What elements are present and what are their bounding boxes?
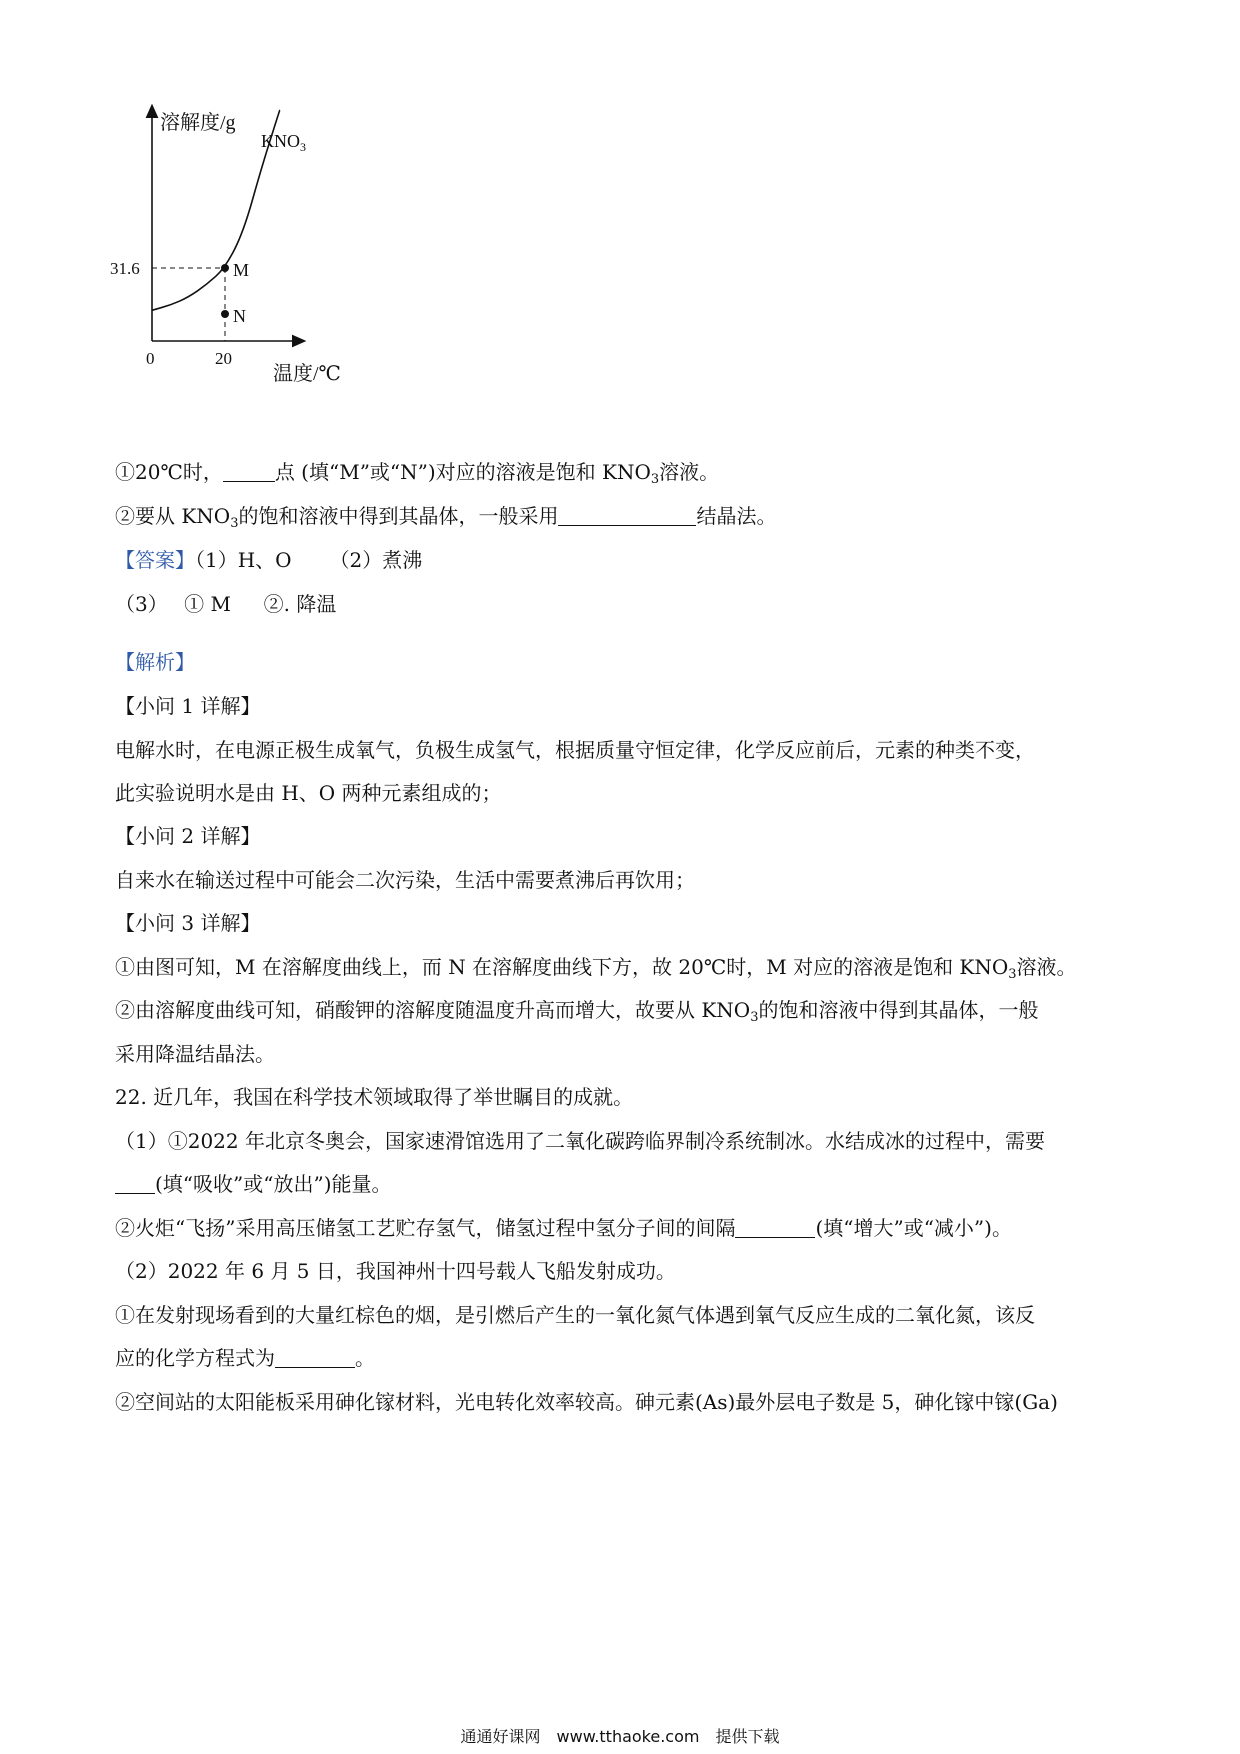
x-tick-0: 0 — [146, 349, 155, 368]
q3-l2-a: ②要从 KNO — [115, 504, 231, 528]
blank-4[interactable] — [735, 1217, 815, 1238]
page-footer: 通通好课网 www.tthaoke.com 提供下载 — [460, 1727, 780, 1746]
solubility-chart — [105, 100, 365, 430]
q22-p2-l3 — [115, 1344, 375, 1372]
analysis-tag: 【解析】 — [115, 650, 195, 674]
q22-p1-l2 — [115, 1170, 392, 1198]
analysis-s3-l1sub: 3 — [1008, 967, 1017, 982]
analysis-s1-l1: 电解水时，在电源正极生成氧气，负极生成氢气，根据质量守恒定律，化学反应前后，元素的种类不变， — [115, 738, 1035, 762]
answer-line-2 — [115, 590, 336, 618]
analysis-s1-head: 【小问 1 详解】 — [115, 694, 261, 718]
q22-p2-l1: （2）2022 年 6 月 5 日，我国神州十四号载人飞船发射成功。 — [115, 1259, 676, 1283]
point-m-label: M — [233, 260, 250, 280]
y-tick-31-6: 31.6 — [110, 259, 140, 278]
q22-stem: 22. 近几年，我国在科学技术领域取得了举世瞩目的成就。 — [115, 1085, 634, 1109]
y-axis-label: 溶解度/g — [160, 112, 236, 134]
q22-p2-l2: ①在发射现场看到的大量红棕色的烟，是引燃后产生的一氧化氮气体遇到氧气反应生成的二氧化氮，该反 — [115, 1303, 1035, 1327]
blank-5[interactable] — [275, 1347, 355, 1368]
q3-l1-sub: 3 — [650, 472, 660, 487]
analysis-s3-l3: 采用降温结晶法。 — [115, 1042, 275, 1066]
q3-l2-sub: 3 — [230, 516, 239, 531]
analysis-s2-l1: 自来水在输送过程中可能会二次污染，生活中需要煮沸后再饮用； — [115, 868, 695, 892]
point-m — [221, 264, 229, 272]
blank-3[interactable] — [115, 1173, 155, 1194]
q22-p1-l3 — [115, 1214, 1012, 1242]
q3-l1-a: ①20℃时， — [115, 460, 223, 484]
analysis-s3-l1b: 溶液。 — [1016, 955, 1077, 979]
analysis-s1-l2: 此实验说明水是由 H、O 两种元素组成的； — [115, 781, 502, 805]
analysis-s3-l2a: ②由溶解度曲线可知，硝酸钾的溶解度随温度升高而增大，故要从 KNO — [115, 998, 751, 1022]
analysis-s3-l1a: ①由图可知，M 在溶解度曲线上，而 N 在溶解度曲线下方，故 20℃时，M 对应的溶液是饱和 KNO — [115, 955, 1009, 979]
answer-line-2-text: （3） ① M ②. 降温 — [115, 592, 337, 616]
analysis-s2-head: 【小问 2 详解】 — [115, 824, 261, 848]
analysis-s3-l2sub: 3 — [750, 1010, 759, 1025]
x-axis-label: 温度/℃ — [273, 363, 341, 385]
q22-p1-l3a: ②火炬“飞扬”采用高压储氢工艺贮存氢气，储氢过程中氢分子间的间隔 — [115, 1216, 736, 1240]
series-label-main: KNO — [261, 131, 300, 151]
answer-p2: （2）煮沸 — [329, 548, 423, 572]
point-n-label: N — [233, 306, 246, 326]
answer-line-1 — [115, 546, 422, 574]
blank-1[interactable] — [223, 461, 275, 482]
q3-l2-b: 的饱和溶液中得到其晶体，一般采用 — [238, 504, 559, 528]
answer-p1: （1）H、O — [195, 548, 292, 572]
analysis-s3-l1 — [115, 953, 1077, 989]
q22-p1-l1: （1）①2022 年北京冬奥会，国家速滑馆选用了二氧化碳跨临界制冷系统制冰。水结成冰的过程中，需要 — [115, 1129, 1045, 1153]
q22-p1-l3b: (填“增大”或“减小”)。 — [815, 1216, 1012, 1240]
q22-p2-l3a: 应的化学方程式为 — [115, 1346, 275, 1370]
q3-l1-b: 点 (填“M”或“N”)对应的溶液是饱和 KNO — [274, 460, 651, 484]
analysis-s3-l2 — [115, 996, 1038, 1032]
q22-p1-l2-text: (填“吸收”或“放出”)能量。 — [155, 1172, 392, 1196]
q3-l1-c: 溶液。 — [659, 460, 720, 484]
answer-tag: 【答案】 — [115, 548, 195, 572]
q3-line-1 — [115, 458, 719, 494]
analysis-s3-head: 【小问 3 详解】 — [115, 911, 261, 935]
q3-line-2 — [115, 502, 776, 538]
q3-l2-c: 结晶法。 — [696, 504, 777, 528]
q22-p2-l4: ②空间站的太阳能板采用砷化镓材料，光电转化效率较高。砷元素(As)最外层电子数是 5，砷化镓中镓(Ga) — [115, 1390, 1058, 1414]
q22-p2-l3b: 。 — [355, 1346, 375, 1370]
point-n — [221, 310, 229, 318]
series-label-sub: 3 — [300, 140, 306, 154]
x-tick-20: 20 — [215, 349, 232, 368]
blank-2[interactable] — [558, 505, 696, 526]
analysis-s3-l2b: 的饱和溶液中得到其晶体，一般 — [758, 998, 1039, 1022]
